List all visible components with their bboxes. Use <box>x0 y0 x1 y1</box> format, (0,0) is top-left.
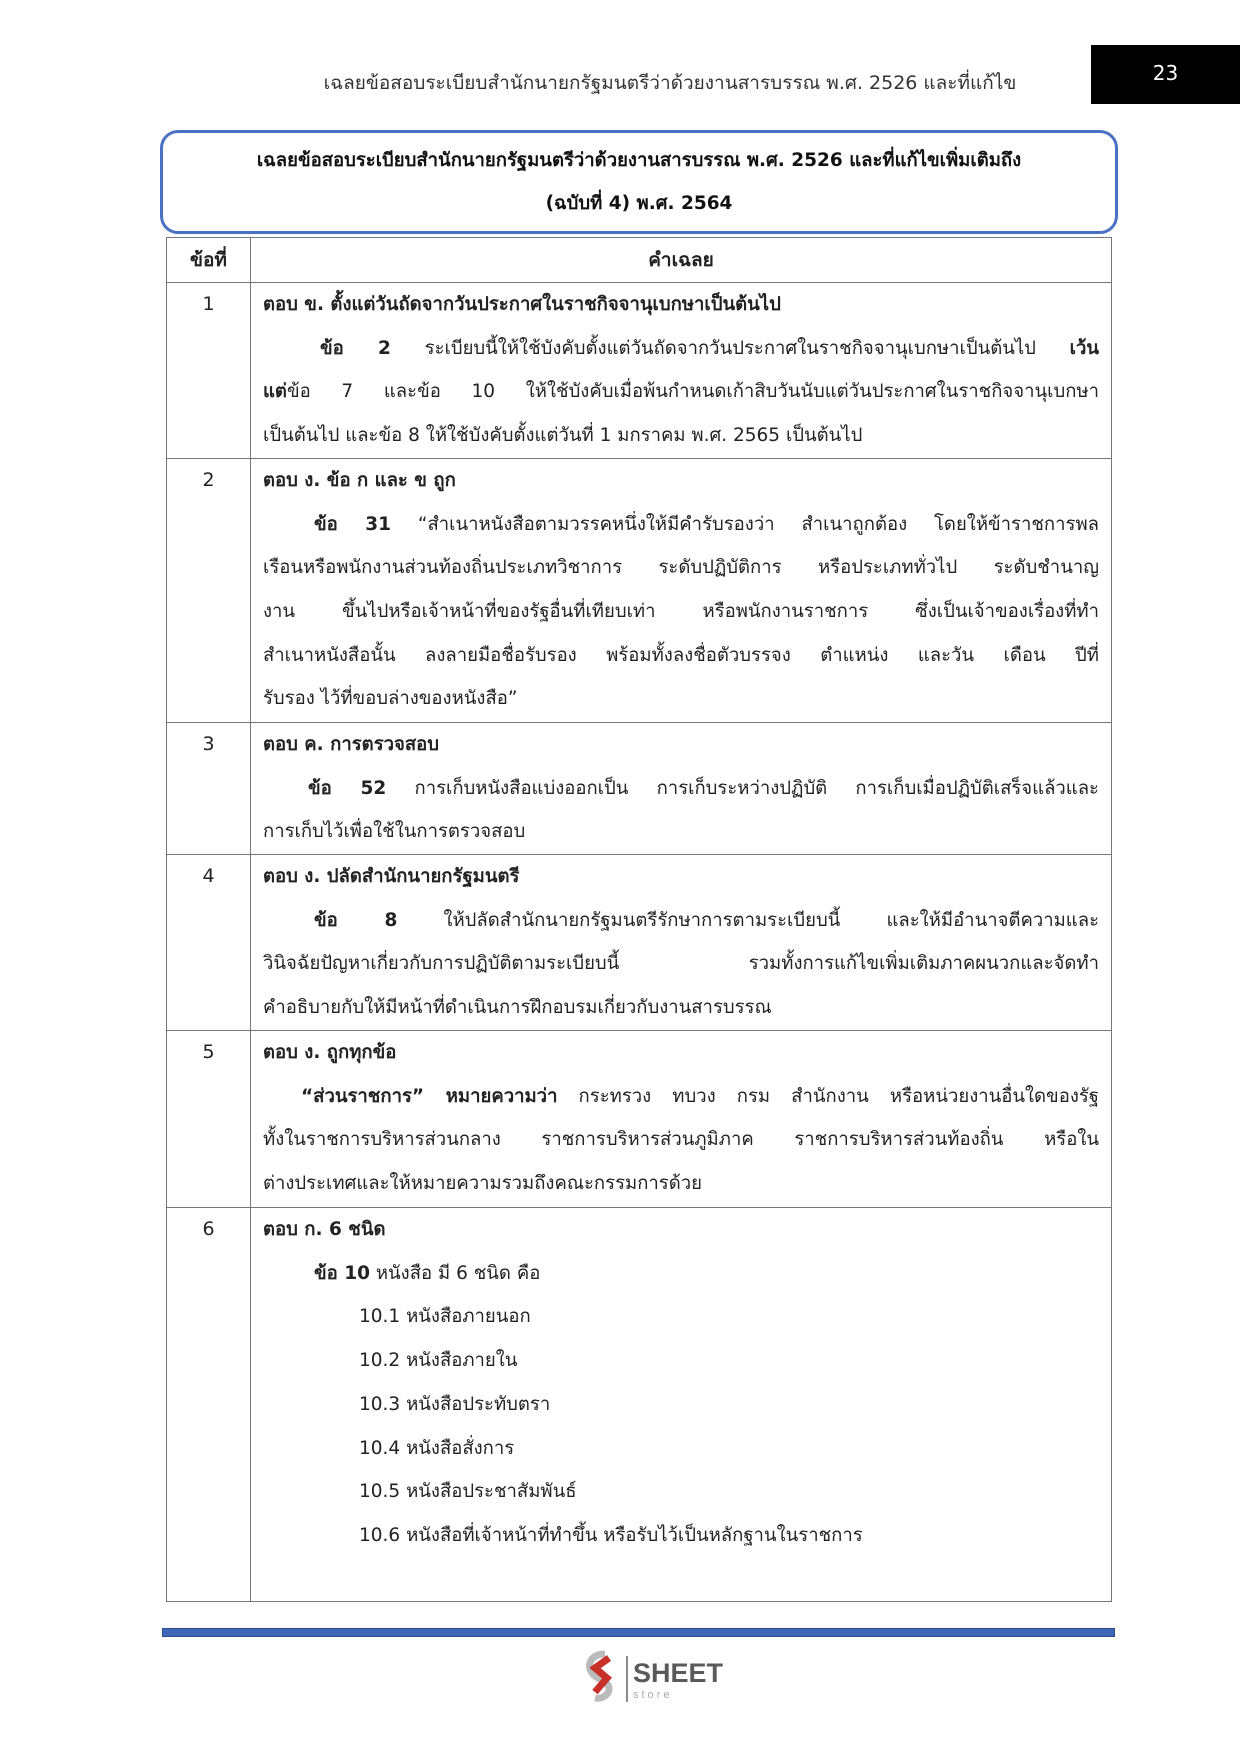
question-number: 5 <box>167 1031 251 1208</box>
svg-text:store: store <box>633 1689 673 1701</box>
explanation-line <box>263 414 1099 458</box>
answer-cell <box>251 283 1112 459</box>
explanation-line <box>263 767 1099 811</box>
answer-cell <box>251 855 1112 1031</box>
document-title-line-1: เฉลยข้อสอบระเบียบสำนักนายกรัฐมนตรีว่าด้วยงานสารบรรณ พ.ศ. 2526 และที่แก้ไขเพิ่มเติมถึง <box>256 150 1022 171</box>
explanation-line <box>263 1383 1099 1427</box>
document-title-line-2: (ฉบับที่ 4) พ.ศ. 2564 <box>545 193 733 214</box>
text: “สำเนาหนังสือตามวรรคหนึ่งให้มีคำรับรองว่า สำเนาถูกต้อง โดยให้ข้าราชการพล <box>390 513 1099 535</box>
bold-text: ตอบ ง. ปลัดสำนักนายกรัฐมนตรี <box>263 866 520 888</box>
answer-choice-line <box>263 459 1099 503</box>
explanation-line <box>263 1470 1099 1514</box>
text: 10.3 หนังสือประทับตรา <box>359 1393 551 1415</box>
text: ทั้งในราชการบริหารส่วนกลาง ราชการบริหารส่วนภูมิภาค ราชการบริหารส่วนท้องถิ่น หรือใน <box>263 1129 1099 1151</box>
table-header-row <box>167 238 1112 283</box>
table-row <box>167 459 1112 723</box>
bold-text: ตอบ ค. การตรวจสอบ <box>263 734 440 755</box>
answer-choice-line <box>263 1031 1099 1075</box>
explanation-line <box>263 677 1099 721</box>
bold-text: แต่ <box>263 381 287 403</box>
text: การเก็บหนังสือแบ่งออกเป็น การเก็บระหว่างปฏิบัติ การเก็บเมื่อปฏิบัติเสร็จแล้วและ <box>386 777 1099 799</box>
question-number: 2 <box>167 459 251 723</box>
explanation-line <box>263 942 1099 986</box>
text: 10.2 หนังสือภายใน <box>359 1350 518 1372</box>
text: 10.1 หนังสือภายนอก <box>359 1306 531 1328</box>
bold-text: ข้อ 2 <box>320 337 391 359</box>
running-header: เฉลยข้อสอบระเบียบสำนักนายกรัฐมนตรีว่าด้วยงานสารบรรณ พ.ศ. 2526 และที่แก้ไข <box>323 72 1017 94</box>
explanation-line <box>263 1427 1099 1471</box>
text: การเก็บไว้เพื่อใช้ในการตรวจสอบ <box>263 821 526 843</box>
explanation-line <box>263 370 1099 414</box>
answer-choice-line <box>263 723 1099 767</box>
text: สำเนาหนังสือนั้น ลงลายมือชื่อรับรอง พร้อมทั้งลงชื่อตัวบรรจง ตำแหน่ง และวัน เดือน ปีที่ <box>263 644 1099 666</box>
explanation-line <box>263 1075 1099 1119</box>
explanation-line <box>263 327 1099 371</box>
explanation-line <box>263 1514 1099 1558</box>
text: เป็นต้นไป และข้อ 8 ให้ใช้บังคับตั้งแต่วันที่ 1 มกราคม พ.ศ. 2565 เป็นต้นไป <box>263 425 863 447</box>
answer-cell <box>251 1031 1112 1208</box>
document-title-box <box>160 130 1118 234</box>
text: 10.4 หนังสือสั่งการ <box>359 1437 515 1459</box>
text: ต่างประเทศและให้หมายความรวมถึงคณะกรรมการด้วย <box>263 1173 702 1195</box>
bold-text: ตอบ ก. 6 ชนิด <box>263 1219 386 1241</box>
text: งาน ขึ้นไปหรือเจ้าหน้าที่ของรัฐอื่นที่เทียบเท่า หรือพนักงานราชการ ซึ่งเป็นเจ้าของเรื่องที่ทำ <box>263 601 1099 623</box>
bold-text: ตอบ ข. ตั้งแต่วันถัดจากวันประกาศในราชกิจจานุเบกษาเป็นต้นไป <box>263 294 781 315</box>
table-row <box>167 1208 1112 1602</box>
bold-text: ตอบ ง. ข้อ ก และ ข ถูก <box>263 470 456 491</box>
question-number: 1 <box>167 283 251 459</box>
text: วินิจฉัยปัญหาเกี่ยวกับการปฏิบัติตามระเบียบนี้ รวมทั้งการแก้ไขเพิ่มเติมภาคผนวกและจัดทำ <box>263 953 1099 975</box>
text: คำอธิบายกับให้มีหน้าที่ดำเนินการฝึกอบรมเกี่ยวกับงานสารบรรณ <box>263 997 772 1019</box>
question-number: 6 <box>167 1208 251 1602</box>
explanation-line <box>263 503 1099 547</box>
text: 10.6 หนังสือที่เจ้าหน้าที่ทำขึ้น หรือรับไว้เป็นหลักฐานในราชการ <box>359 1524 863 1546</box>
table-row <box>167 855 1112 1031</box>
explanation-line <box>263 1295 1099 1339</box>
explanation-line <box>263 810 1099 854</box>
explanation-line <box>263 1339 1099 1383</box>
explanation-line <box>263 1252 1099 1296</box>
explanation-line <box>263 546 1099 590</box>
answer-cell <box>251 723 1112 855</box>
text: หนังสือ มี 6 ชนิด คือ <box>369 1262 541 1284</box>
question-number: 3 <box>167 723 251 855</box>
text: 10.5 หนังสือประชาสัมพันธ์ <box>359 1481 577 1503</box>
bold-text: ข้อ 31 <box>314 513 391 535</box>
explanation-line <box>263 590 1099 634</box>
text: ระเบียบนี้ให้ใช้บังคับตั้งแต่วันถัดจากวันประกาศในราชกิจจานุเบกษาเป็นต้นไป <box>390 337 1070 359</box>
bold-text: ข้อ 52 <box>308 777 387 799</box>
question-number: 4 <box>167 855 251 1031</box>
text: ให้ปลัดสำนักนายกรัฐมนตรีรักษาการตามระเบียบนี้ และให้มีอำนาจตีความและ <box>397 909 1099 931</box>
svg-text:SHEET: SHEET <box>633 1658 724 1688</box>
bold-text: ข้อ 10 <box>314 1262 370 1284</box>
text: กระทรวง ทบวง กรม สำนักงาน หรือหน่วยงานอื่นใดของรัฐ <box>557 1085 1099 1107</box>
bold-text: “ส่วนราชการ” หมายความว่า <box>301 1085 558 1107</box>
explanation-line <box>263 986 1099 1030</box>
footer-bar <box>162 1628 1115 1637</box>
answer-cell <box>251 459 1112 723</box>
bold-text: ตอบ ง. ถูกทุกข้อ <box>263 1042 397 1064</box>
page-number: 23 <box>1152 61 1179 85</box>
sheet-store-logo <box>575 1648 745 1708</box>
bold-text: เว้น <box>1069 337 1099 359</box>
column-header-number: ข้อที่ <box>167 238 251 283</box>
answer-choice-line <box>263 1208 1099 1252</box>
explanation-line <box>263 1162 1099 1206</box>
answer-choice-line <box>263 283 1099 327</box>
text: ข้อ 7 และข้อ 10 ให้ใช้บังคับเมื่อพ้นกำหนดเก้าสิบวันนับแต่วันประกาศในราชกิจจานุเบกษา <box>286 381 1099 403</box>
table-row <box>167 283 1112 459</box>
answer-table <box>166 237 1112 1602</box>
answer-cell <box>251 1208 1112 1602</box>
table-row <box>167 723 1112 855</box>
text: รับรอง ไว้ที่ขอบล่างของหนังสือ” <box>263 688 518 710</box>
explanation-line <box>263 1118 1099 1162</box>
sheet-store-logo-icon <box>575 1648 745 1708</box>
bold-text: ข้อ 8 <box>314 909 398 931</box>
page-number-box <box>1091 45 1240 104</box>
text: เรือนหรือพนักงานส่วนท้องถิ่นประเภทวิชาการ ระดับปฏิบัติการ หรือประเภททั่วไป ระดับชำนาญ <box>263 557 1099 579</box>
explanation-line <box>263 634 1099 678</box>
answer-choice-line <box>263 855 1099 899</box>
explanation-line <box>263 899 1099 943</box>
table-row <box>167 1031 1112 1208</box>
column-header-answer: คำเฉลย <box>251 238 1112 283</box>
